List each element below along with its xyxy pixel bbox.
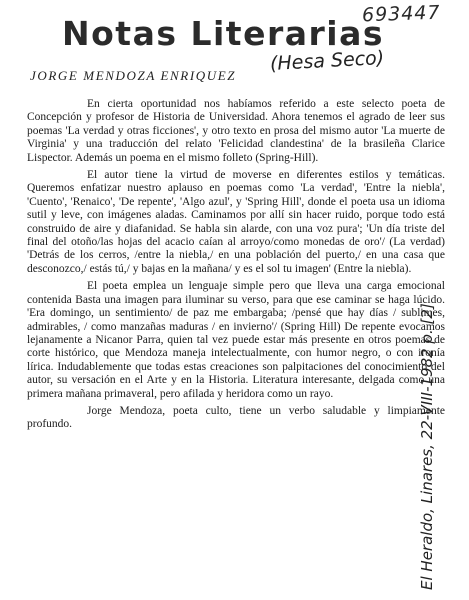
handwritten-name: (Hesa Seco) <box>269 47 385 75</box>
article-paragraph: El poeta emplea un lenguaje simple pero que lleva una carga emocional contenida Basta una imagen para iluminar su verso, para que ese caminar se haga lúcido. 'Era domingo, un sentimiento/ de paz me embargaba; /pensé que hay días / sublimes, admirables, / como manzañas maduras / en invierno'/ (Spring Hill) De repente evocamos lejanamente a Nicanor Parra, quien tal vez puede estar más presente en otros poemas de corte histórico, que Mendoza maneja intelectualmente, con humor negro, o con ironía lírica. Indudablemente que todas estas creaciones son palpitaciones del conocimiento del autor, su versación en el Arte y en la Historia. Literatura interesante, delgada como una primera mañana primaveral, pero afilada y heridora como un rayo. <box>27 280 445 400</box>
article-paragraph: En cierta oportunidad nos habíamos referido a este selecto poeta de Concepción y profesor de Historia de Universidad. Ahora tenemos el agrado de leer sus poemas 'La verdad y otras ficciones', y otro texto en prosa del mismo autor 'La muerte de Virginia' y una traducción del relato 'Felicidad clandestina' de la brasileña Clarice Lispector. Además un poema en el mismo folleto (Spring-Hill). <box>27 98 445 164</box>
handwritten-source-note: El Heraldo, Linares, 22-VIII-1982 p. [2] <box>418 303 436 590</box>
article-body <box>27 98 445 436</box>
author-byline: JORGE MENDOZA ENRIQUEZ <box>30 68 237 83</box>
catalog-number: 693447 <box>361 1 441 27</box>
article-paragraph: Jorge Mendoza, poeta culto, tiene un verbo saludable y limpiamente profundo. <box>27 404 445 431</box>
article-paragraph: El autor tiene la virtud de moverse en diferentes estilos y temáticas. Queremos enfatizar nuestro aplauso en poemas como 'La verdad', 'Entre la niebla', 'Cuento', 'Renaico', 'De repente', 'Algo azul', y 'Spring Hill', donde el poeta usa un idioma sutil y leve, con imágenes aladas. Caminamos por allí sin hacer ruido, porque todo está construido de aire y diafanidad. Se habla sin alarde, con una voz pura'; 'Un día triste del final del otoño/las hojas del acacio caían al arroyo/como monedas de oro'/ (La verdad) 'Detrás de los cerros, /entre la niebla,/ en una población del puerto,/ en una casa que desconozco,/ estás tú,/ y bajas en la mañana/ y es el sol tu imagen' (Entre la niebla). <box>27 169 445 275</box>
article-title: Notas Literarias <box>62 14 384 53</box>
